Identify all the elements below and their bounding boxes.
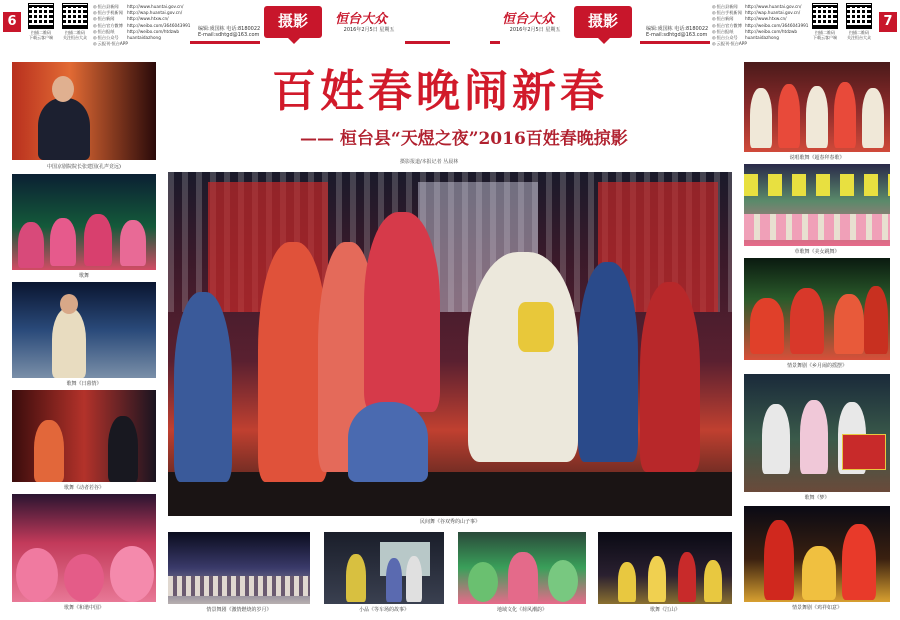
- link-urls-right: http://www.huantai.gov.cn/ http://wap.huantai.gov.cn/ http://www.htxw.cn/ http://weibo.com/3646043991 http://weibo.com/htdzwb huantaidazhong: [745, 4, 809, 41]
- caption-bottom-3: 地域文化《荷风潮韵》: [496, 607, 547, 613]
- caption-right-2: 草歌舞《美女跳舞》: [794, 249, 840, 255]
- photo-credit: 摄影报道/本报记者 丛晨林: [400, 159, 459, 165]
- caption-left-4: 歌舞《动者若谷》: [63, 485, 104, 491]
- photo-bottom-1: [168, 532, 310, 604]
- photo-left-4: [12, 390, 156, 482]
- qr-caption-4: 扫描二维码 关注恒台大众: [847, 30, 871, 40]
- masthead-right: 恒台大众: [502, 12, 555, 27]
- caption-bottom-2: 小品《等车场的故事》: [358, 607, 409, 613]
- caption-right-4: 歌舞《梦》: [804, 495, 830, 501]
- header-rule: [190, 41, 260, 44]
- photo-main: [168, 172, 732, 516]
- caption-right-3: 情景舞剧《乡月闹的摇摆》: [786, 363, 847, 369]
- caption-right-1: 说唱歌舞《超春拜春歌》: [789, 155, 845, 161]
- caption-left-5: 歌舞《和谐中国》: [63, 605, 104, 611]
- photo-bottom-3: [458, 532, 586, 604]
- photo-right-2: [744, 164, 890, 246]
- qr-code-icon: [846, 3, 872, 29]
- link-names-right: ◎ 恒台县新闻 ◎ 恒台手机新闻 ◎ 恒台新闻 ◎ 恒台官方微博 ◎ 恒台报纸 ◎ 恒台公众号 ◎ 云报刊·恒台APP: [712, 4, 747, 47]
- photo-left-2: [12, 174, 156, 270]
- header-rule: [405, 41, 450, 44]
- date-right: 2016年2月5日 星期五: [509, 27, 561, 33]
- qr-code-icon: [28, 3, 54, 29]
- page-subtitle: —— 桓台县“天煜之夜”2016百姓春晚掠影: [300, 129, 628, 149]
- masthead-left: 恒台大众: [335, 12, 388, 27]
- header-rule: [640, 41, 710, 44]
- caption-left-2: 歌舞: [78, 273, 89, 279]
- qr-code-icon: [812, 3, 838, 29]
- date-left: 2016年2月5日 星期五: [343, 27, 395, 33]
- editor-info-left: 编辑:虞国栋 电话:8180022 E-mail:sdhtgd@163.com: [198, 26, 261, 38]
- photo-left-5: [12, 494, 156, 602]
- qr-caption-2: 扫描二维码 关注恒台大众: [63, 30, 87, 40]
- link-names-left: ◎ 恒台县新闻 ◎ 恒台手机新闻 ◎ 恒台新闻 ◎ 恒台官方微博 ◎ 恒台报纸 ◎ 恒台公众号 ◎ 云报刊·恒台APP: [93, 4, 128, 47]
- page-header: [0, 0, 900, 46]
- page-title: 百姓春晚闹新春: [272, 66, 608, 117]
- qr-code-icon: [62, 3, 88, 29]
- photo-right-4: [744, 374, 890, 492]
- photo-bottom-2: [324, 532, 444, 604]
- photo-bottom-4: [598, 532, 732, 604]
- caption-main: 民间舞《谷双秀的山子事》: [419, 519, 480, 525]
- caption-left-1: 中国京剧院院长张建国(孔声竞远): [47, 164, 121, 170]
- caption-right-5: 情景舞剧《鸡祥如意》: [791, 605, 842, 611]
- photo-right-3: [744, 258, 890, 360]
- editor-info-right: 编辑:虞国栋 电话:8180022 E-mail:sdhtgd@163.com: [646, 26, 709, 38]
- photo-right-1: [744, 62, 890, 152]
- section-label-right: 摄影: [574, 6, 632, 38]
- header-rule: [490, 41, 500, 44]
- section-label-left: 摄影: [264, 6, 322, 38]
- qr-caption-3: 扫描二维码 下载云客户端: [813, 30, 837, 40]
- photo-left-3: [12, 282, 156, 378]
- caption-left-3: 歌舞《日暮情》: [66, 381, 102, 387]
- photo-left-1: [12, 62, 156, 160]
- qr-caption-1: 扫描二维码 下载云客户端: [29, 30, 53, 40]
- photo-right-5: [744, 506, 890, 602]
- link-urls-left: http://www.huantai.gov.cn/ http://wap.huantai.gov.cn/ http://www.htxw.cn/ http://weibo.com/3646043991 http://weibo.com/htdzwb huantaidazhong: [127, 4, 191, 41]
- caption-bottom-1: 情景舞剧《激情燃烧的岁月》: [206, 607, 272, 613]
- right-page-number: 7: [879, 12, 897, 32]
- caption-bottom-4: 歌舞《江山》: [649, 607, 680, 613]
- left-page-number: 6: [3, 12, 21, 32]
